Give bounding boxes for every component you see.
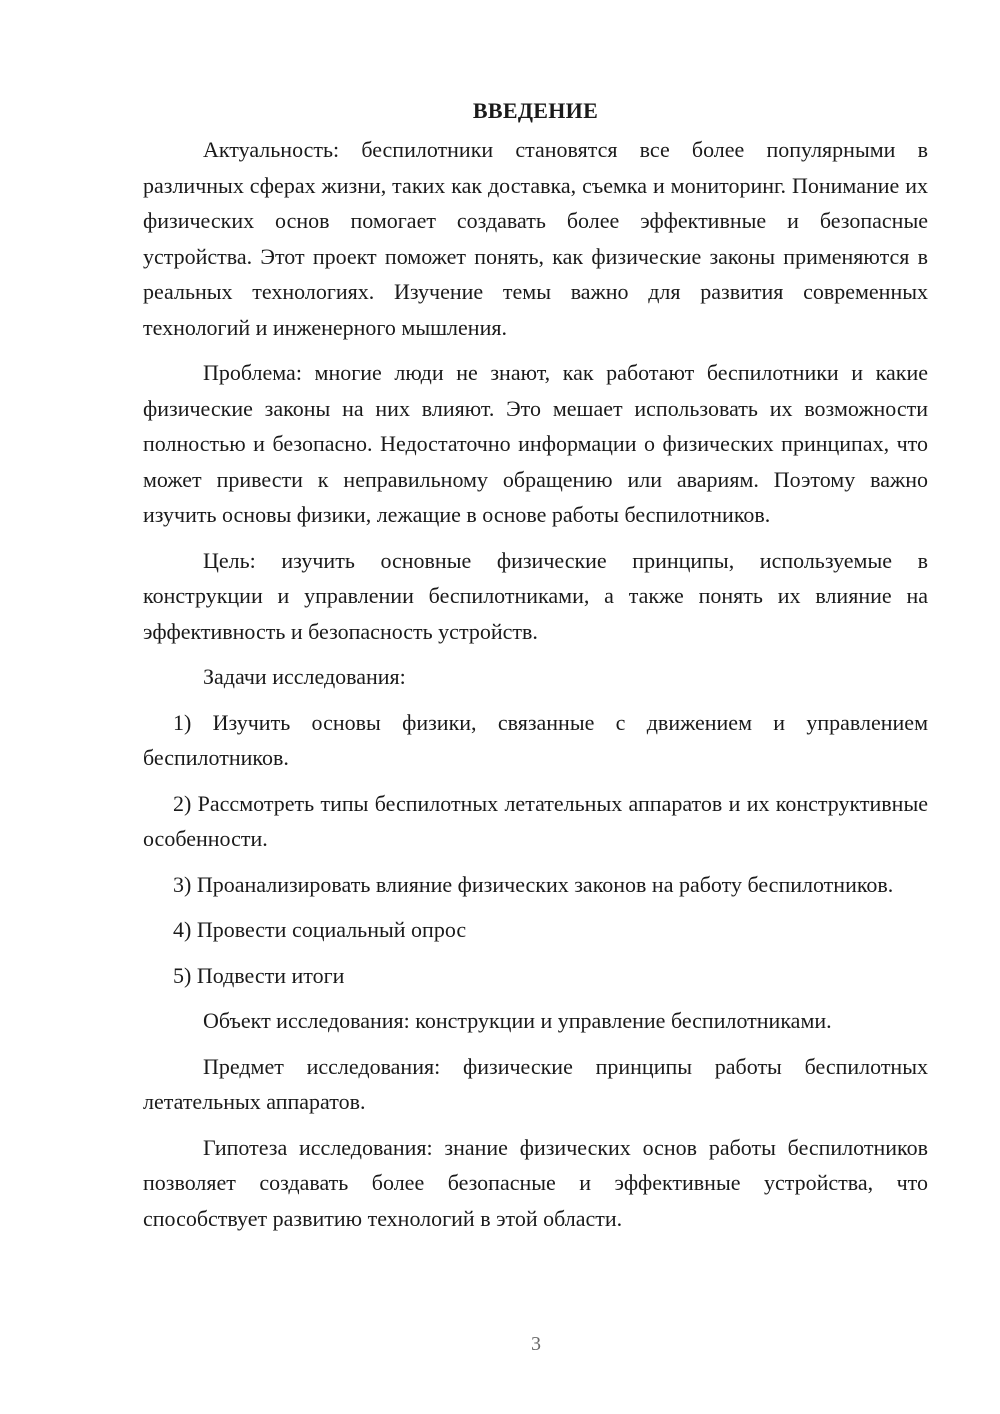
document-page <box>143 96 928 1246</box>
subject-paragraph: Предмет исследования: физические принципы работы беспилотных летательных аппаратов. <box>143 1053 928 1114</box>
task-item: 4) Провести социальный опрос <box>173 917 467 942</box>
tasks-header: Задачи исследования: <box>203 664 406 689</box>
problem-paragraph: Проблема: многие люди не знают, как работают беспилотники и какие физические законы на них влияют. Это мешает использовать их возможности полностью и безопасно. Недостаточно информации о физических принципах, что может привести к неправильному обращению или авариям. Поэтому важно изучить основы физики, лежащие в основе работы беспилотников. <box>143 360 928 527</box>
object-paragraph: Объект исследования: конструкции и управление беспилотниками. <box>203 1008 832 1033</box>
page-number: 3 <box>531 1333 541 1355</box>
page-title: ВВЕДЕНИЕ <box>472 98 599 123</box>
tasks-list <box>143 705 928 994</box>
relevance-paragraph: Актуальность: беспилотники становятся все более популярными в различных сферах жизни, таких как доставка, съемка и мониторинг. Понимание их физических основ помогает создавать более эффективные и безопасные устройства. Этот проект поможет понять, как физические законы применяются в реальных технологиях. Изучение темы важно для развития современных технологий и инженерного мышления. <box>143 137 928 340</box>
task-item: 2) Рассмотреть типы беспилотных летательных аппаратов и их конструктивные особенности. <box>143 790 928 851</box>
task-item: 1) Изучить основы физики, связанные с движением и управлением беспилотников. <box>143 709 928 770</box>
hypothesis-paragraph: Гипотеза исследования: знание физических основ работы беспилотников позволяет создавать более безопасные и эффективные устройства, что способствует развитию технологий в этой области. <box>143 1134 928 1231</box>
task-item: 3) Проанализировать влияние физических законов на работу беспилотников. <box>173 871 894 897</box>
task-item: 5) Подвести итоги <box>173 962 345 988</box>
goal-paragraph: Цель: изучить основные физические принципы, используемые в конструкции и управлении беспилотниками, а также понять их влияние на эффективность и безопасность устройств. <box>143 547 928 644</box>
